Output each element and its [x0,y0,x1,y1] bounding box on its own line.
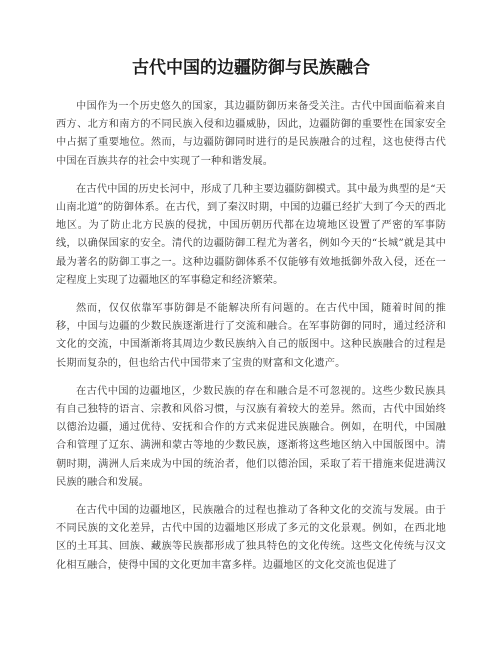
paragraph-1: 中国作为一个历史悠久的国家，其边疆防御历来备受关注。古代中国面临着来自西方、北方和南方的不同民族入侵和边疆威胁，因此，边疆防御的重要性在国家安全中占据了重要地位。然而，与边疆防御同时进行的是民族融合的过程，这也使得古代中国在百族共存的社会中实现了一种和谐发展。 [56,101,446,167]
paragraph-3: 然而，仅仅依靠军事防御是不能解决所有问题的。在古代中国，随着时间的推移，中国与边疆的少数民族逐渐进行了交流和融合。在军事防御的同时，通过经济和文化的交流，中国渐渐将其周边少数民族纳入自己的版图中。这种民族融合的过程是长期而复杂的，但也给古代中国带来了宝贵的财富和文化遗产。 [56,303,446,369]
paragraph-5: 在古代中国的边疆地区，民族融合的过程也推动了各种文化的交流与发展。由于不同民族的文化差异，古代中国的边疆地区形成了多元的文化景观。例如，在西北地区的土耳其、回族、藏族等民族都形成了独具特色的文化传统。这些文化传统与汉文化相互融合，使得中国的文化更加丰富多样。边疆地区的文化交流也促进了 [56,505,446,571]
paragraph-2: 在古代中国的历史长河中，形成了几种主要边疆防御模式。其中最为典型的是“天山南北道”的防御体系。在古代，到了秦汉时期，中国的边疆已经扩大到了今天的西北地区。为了防止北方民族的侵扰，中国历朝历代都在边境地区设置了严密的军事防线，以确保国家的安全。清代的边疆防御工程尤为著名，例如今天的“长城”就是其中最为著名的防御工事之一。这种边疆防御体系不仅能够有效地抵御外敌入侵，还在一定程度上实现了边疆地区的军事稳定和经济繁荣。 [56,183,446,286]
document-title: 古代中国的边疆防御与民族融合 [132,58,370,78]
paragraph-4: 在古代中国的边疆地区，少数民族的存在和融合是不可忽视的。这些少数民族具有自己独特的语言、宗教和风俗习惯，与汉族有着较大的差异。然而，古代中国始终以德治边疆，通过优待、安抚和合作的方式来促进民族融合。例如，在明代，中国融合和管理了辽东、满洲和蒙古等地的少数民族，逐渐将这些地区纳入中国版图中。清朝时期，满洲人后来成为中国的统治者，他们以德治国，采取了若干措施来促进满汉民族的融合和发展。 [56,385,446,488]
